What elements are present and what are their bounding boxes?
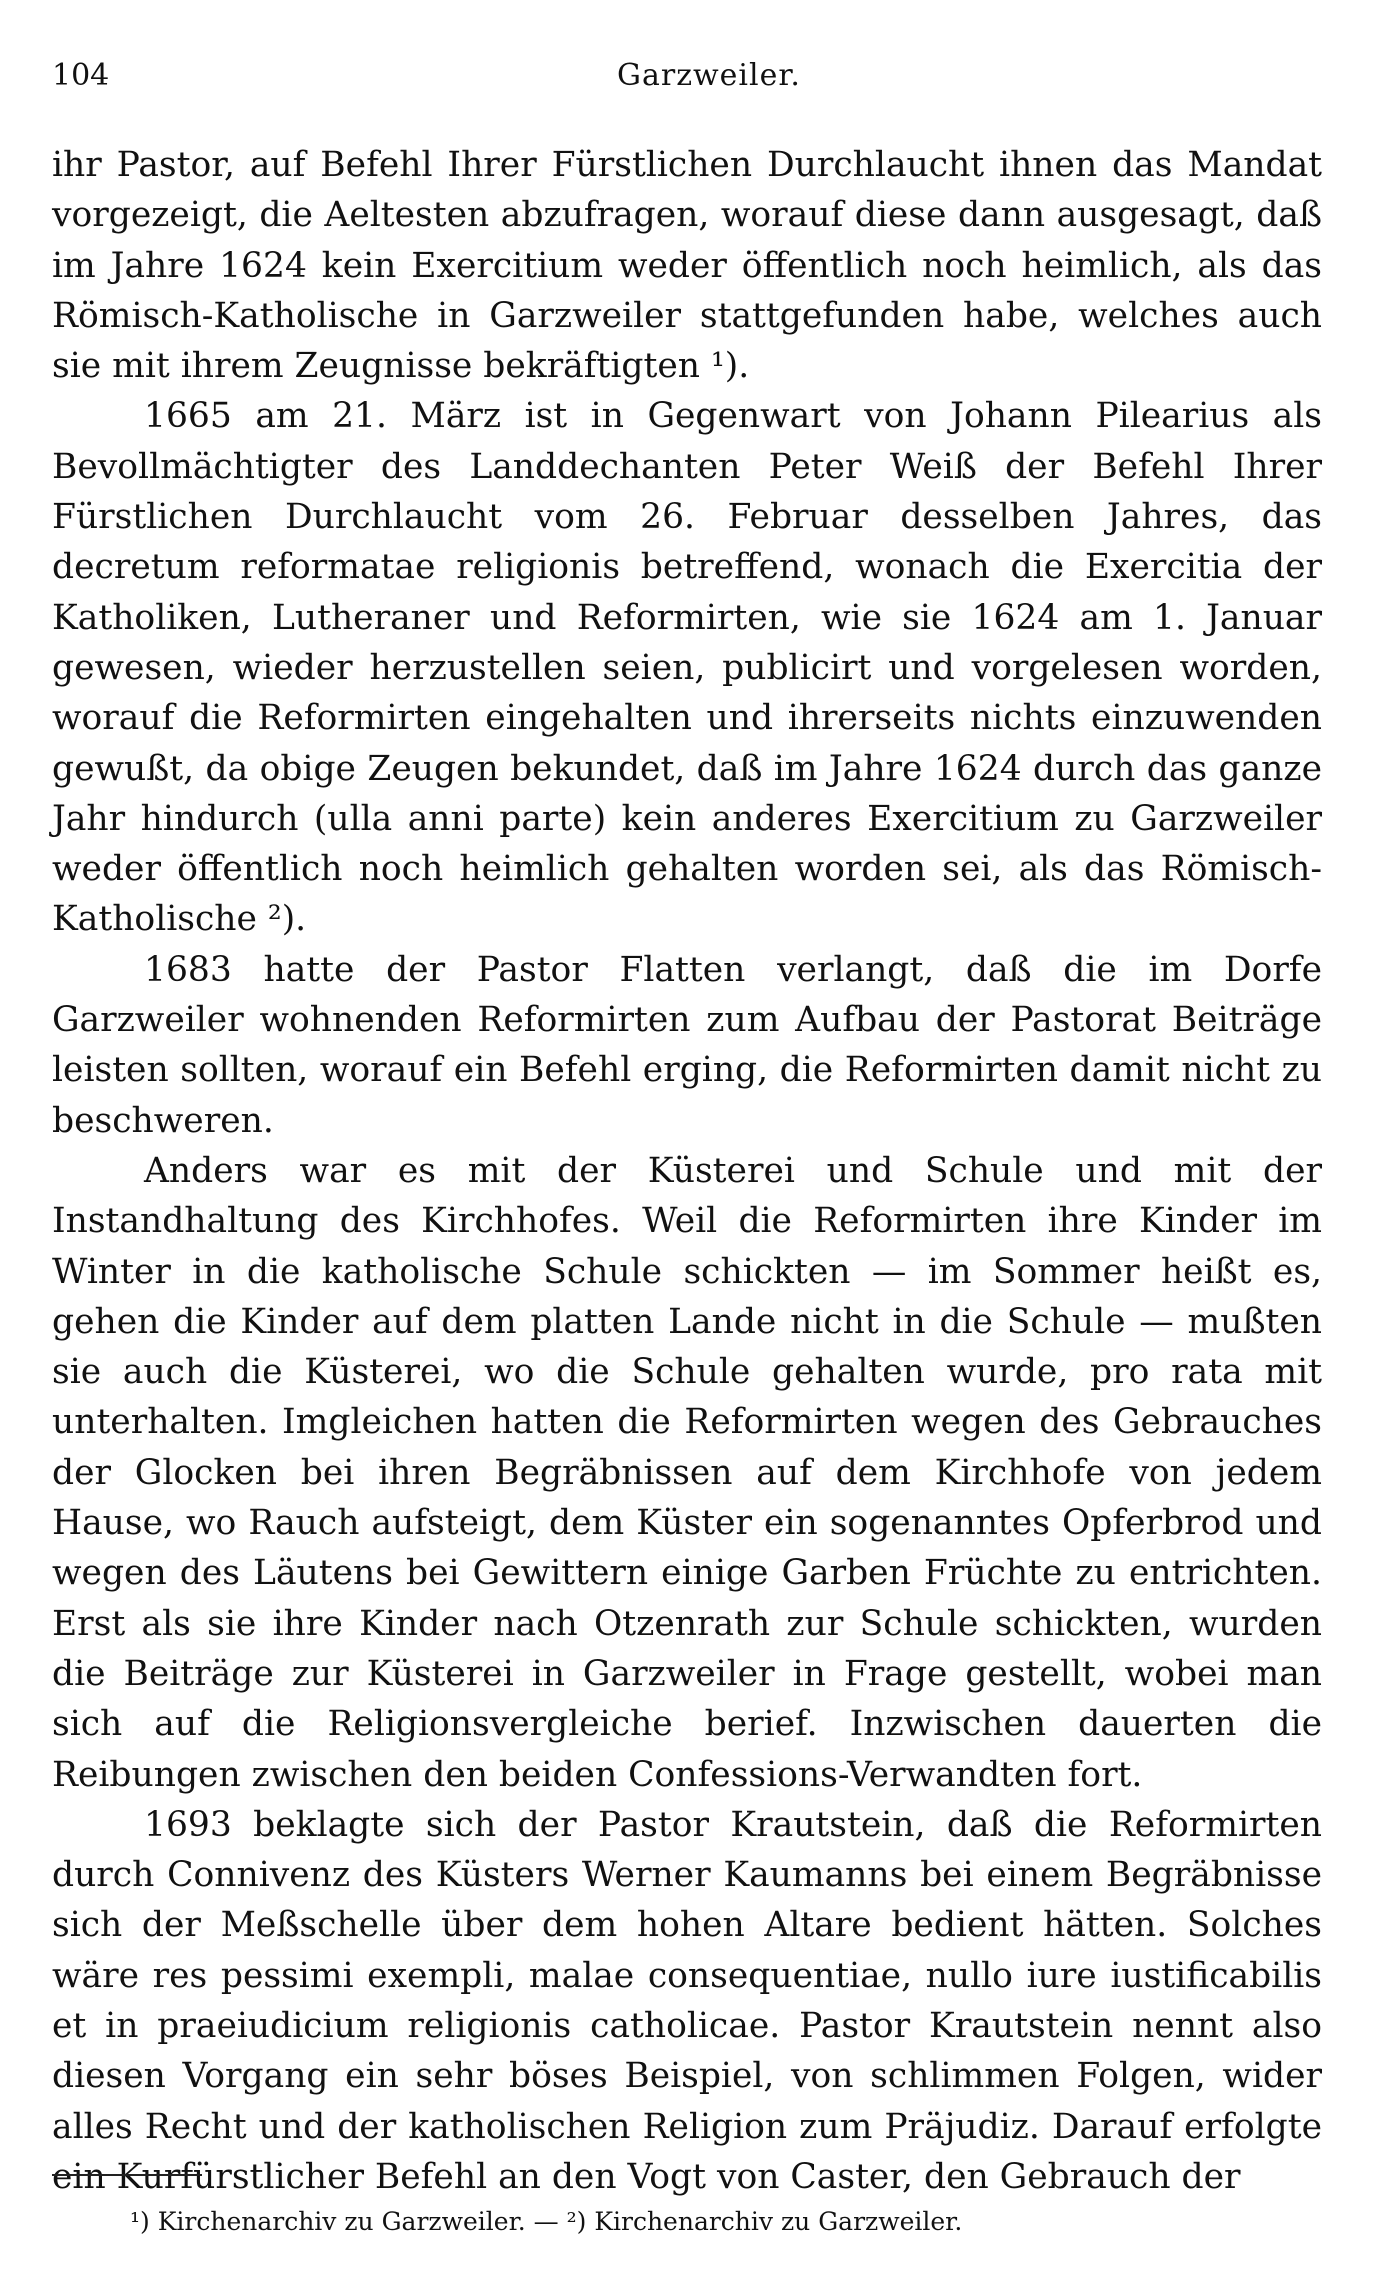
book-page (52, 58, 1322, 2202)
paragraph-1693: 1693 beklagte sich der Pastor Krautstein, daß die Reformirten durch Connivenz des Küsters Werner Kaumanns bei einem Begräbnisse sich der Meßschelle über dem hohen Altare bedient hätten. Solches wäre res pessimi exempli, malae consequentiae, nullo iure iustificabilis et in praeiudicium religionis catholicae. Pastor Krautstein nennt also diesen Vorgang ein sehr böses Beispiel, von schlimmen Folgen, wider alles Recht und der katholischen Religion zum Präjudiz. Darauf erfolgte ein Kurfürstlicher Befehl an den Vogt von Caster, den Gebrauch der (52, 1804, 1322, 2197)
paragraph-1665: 1665 am 21. März ist in Gegenwart von Johann Pilearius als Bevollmächtigter des Landdechanten Peter Weiß der Befehl Ihrer Fürstlichen Durchlaucht vom 26. Februar desselben Jahres, das decretum reformatae religionis betreffend, wonach die Exercitia der Katholiken, Lutheraner und Reformirten, wie sie 1624 am 1. Januar gewesen, wieder herzustellen seien, publicirt und vorgelesen worden, worauf die Reformirten eingehalten und ihrerseits nichts einzuwenden gewußt, da obige Zeugen bekundet, daß im Jahre 1624 durch das ganze Jahr hindurch (ulla anni parte) kein anderes Exercitium zu Garzweiler weder öffentlich noch heimlich gehalten worden sei, als das Römisch-Katholische ²). (52, 396, 1322, 940)
body-text (52, 140, 1322, 2202)
footnotes: ¹) Kirchenarchiv zu Garzweiler. — ²) Kirchenarchiv zu Garzweiler. (130, 2207, 963, 2236)
page-number: 104 (52, 58, 110, 93)
paragraph-kuesterei: Anders war es mit der Küsterei und Schule und mit der Instandhaltung des Kirchhofes. Weil die Reformirten ihre Kinder im Winter in die katholische Schule schickten — im Sommer heißt es, gehen die Kinder auf dem platten Lande nicht in die Schule — mußten sie auch die Küsterei, wo die Schule gehalten wurde, pro rata mit unterhalten. Imgleichen hatten die Reformirten wegen des Gebrauches der Glocken bei ihren Begräbnissen auf dem Kirchhofe von jedem Hause, wo Rauch aufsteigt, dem Küster ein sogenanntes Opferbrod und wegen des Läutens bei Gewittern einige Garben Früchte zu entrichten. Erst als sie ihre Kinder nach Otzenrath zur Schule schickten, wurden die Beiträge zur Küsterei in Garzweiler in Frage gestellt, wobei man sich auf die Religionsvergleiche berief. Inzwischen dauerten die Reibungen zwischen den beiden Confessions-Verwandten fort. (52, 1150, 1322, 1795)
paragraph-continuation: ihr Pastor, auf Befehl Ihrer Fürstlichen Durchlaucht ihnen das Mandat vorgezeigt, die Aeltesten abzufragen, worauf diese dann ausgesagt, daß im Jahre 1624 kein Exercitium weder öffentlich noch heimlich, als das Römisch-Katholische in Garzweiler stattgefunden habe, welches auch sie mit ihrem Zeugnisse bekräftigten ¹). (52, 145, 1322, 387)
running-head (52, 58, 1322, 110)
footnote-divider (52, 2174, 202, 2176)
paragraph-1683: 1683 hatte der Pastor Flatten verlangt, daß die im Dorfe Garzweiler wohnenden Reformirten zum Aufbau der Pastorat Beiträge leisten sollten, worauf ein Befehl erging, die Reformirten damit nicht zu beschweren. (52, 949, 1322, 1141)
running-title: Garzweiler. (617, 58, 801, 93)
